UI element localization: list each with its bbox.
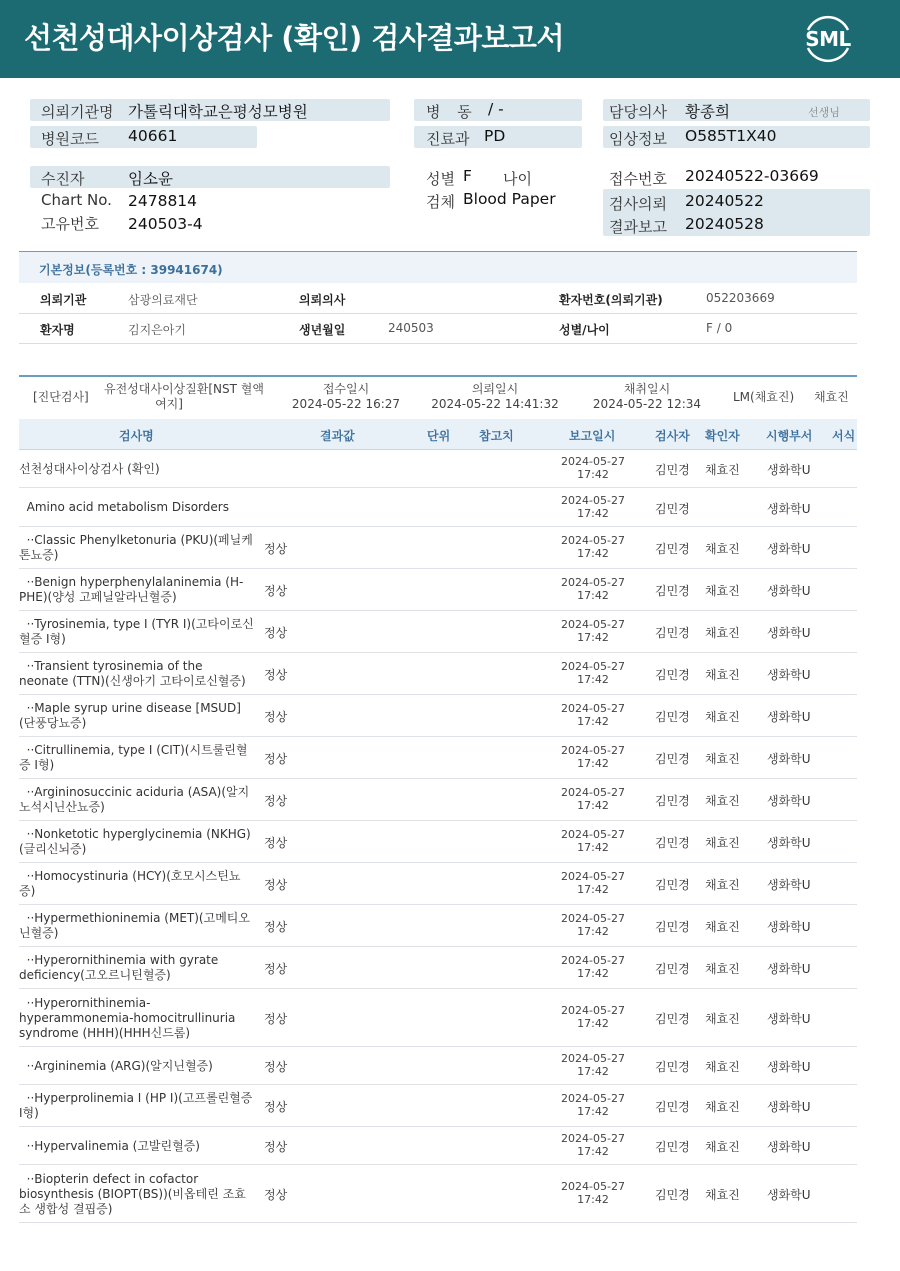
table-row	[19, 905, 857, 947]
report-date: 2024-05-27	[561, 1052, 625, 1065]
report-date: 2024-05-27	[561, 954, 625, 967]
test-name: ··Hyperprolinemia I (HP I)(고프롤린혈증 I형)	[19, 1091, 257, 1120]
basic-info-heading	[19, 251, 857, 283]
report-time: 17:42	[577, 1065, 609, 1078]
order-request	[425, 382, 565, 412]
report-time: 17:42	[577, 757, 609, 770]
doctor-label: 담당의사	[609, 103, 667, 121]
report-datetime	[549, 660, 637, 686]
basic-info-title: 기본정보(등록번호 : 39941674)	[39, 263, 223, 277]
order-collect-value: 2024-05-22 12:34	[592, 397, 702, 411]
hospital-code-label: 병원코드	[41, 130, 99, 148]
result-table-header	[19, 419, 857, 450]
age-label: 나이	[503, 170, 532, 188]
col-ref: 참고치	[479, 429, 514, 443]
tester: 김민경	[655, 836, 690, 850]
basic-org-value: 삼광의료재단	[128, 293, 198, 307]
report-date: 2024-05-27	[561, 493, 625, 507]
table-row	[19, 821, 857, 863]
test-name: Amino acid metabolism Disorders	[19, 500, 229, 514]
confirmer: 채효진	[705, 463, 740, 477]
table-row	[19, 450, 857, 488]
performing-dept: 생화학U	[767, 878, 811, 892]
sex-label: 성별	[426, 170, 455, 188]
basic-sexage-value: F / 0	[706, 321, 733, 335]
tester: 김민경	[655, 962, 690, 976]
report-value: 20240528	[685, 215, 764, 233]
confirmer: 채효진	[705, 878, 740, 892]
test-name: 선천성대사이상검사 (확인)	[19, 461, 160, 476]
report-label: 결과보고	[609, 218, 667, 236]
report-date: 2024-05-27	[561, 870, 625, 883]
test-result: 정상	[264, 668, 288, 682]
test-result: 정상	[264, 794, 288, 808]
test-result: 정상	[264, 542, 288, 556]
performing-dept: 생화학U	[767, 463, 811, 477]
report-time: 17:42	[577, 1145, 609, 1158]
report-date: 2024-05-27	[561, 828, 625, 841]
col-dept: 시행부서	[766, 429, 813, 443]
tester: 김민경	[655, 920, 690, 934]
result-table-body	[19, 450, 857, 1223]
requesting-org-value: 가톨릭대학교은평성모병원	[128, 103, 308, 121]
order-request-label: 의뢰일시	[471, 382, 519, 396]
order-request-value: 2024-05-22 14:41:32	[431, 397, 559, 411]
order-receipt-label: 접수일시	[322, 382, 370, 396]
report-time: 17:42	[577, 506, 609, 520]
performing-dept: 생화학U	[767, 752, 811, 766]
report-datetime	[549, 702, 637, 728]
confirmer: 채효진	[705, 920, 740, 934]
chart-label: Chart No.	[41, 191, 112, 209]
report-datetime	[549, 618, 637, 644]
test-result: 정상	[264, 1100, 288, 1114]
clinical-value: O585T1X40	[685, 127, 777, 145]
divider	[19, 343, 857, 344]
logo-text: SML	[805, 27, 851, 51]
test-result: 정상	[264, 1140, 288, 1154]
col-unit: 단위	[427, 429, 451, 443]
basic-org-label: 의뢰기관	[40, 293, 87, 307]
basic-patient-no-value: 052203669	[706, 291, 775, 305]
report-datetime	[549, 786, 637, 812]
test-name: ··Nonketotic hyperglycinemia (NKHG)(글리신뇌증)	[19, 827, 251, 856]
chart-value: 2478814	[128, 192, 198, 210]
order-disease-line2: 여지]	[155, 397, 183, 411]
tester: 김민경	[655, 668, 690, 682]
order-receipt-value: 2024-05-22 16:27	[291, 397, 401, 411]
test-result: 정상	[264, 878, 288, 892]
order-collect	[582, 382, 712, 412]
table-row	[19, 863, 857, 905]
confirmer: 채효진	[705, 668, 740, 682]
report-datetime	[549, 1052, 637, 1078]
report-date: 2024-05-27	[561, 618, 625, 631]
col-form: 서식	[832, 429, 856, 443]
report-date: 2024-05-27	[561, 744, 625, 757]
table-row	[19, 695, 857, 737]
test-name: ··Classic Phenylketonuria (PKU)(페닐케톤뇨증)	[19, 533, 253, 562]
report-time: 17:42	[577, 631, 609, 644]
ward-label: 병 동	[426, 103, 478, 121]
tester: 김민경	[655, 1100, 690, 1114]
table-row	[19, 779, 857, 821]
report-time: 17:42	[577, 589, 609, 602]
test-name: ··Citrullinemia, type I (CIT)(시트룰린혈증 I형)	[19, 743, 248, 772]
test-result: 정상	[264, 962, 288, 976]
order-collector: 채효진	[814, 390, 849, 404]
order-disease	[104, 382, 264, 412]
table-row	[19, 989, 857, 1047]
report-time: 17:42	[577, 841, 609, 854]
specimen-value: Blood Paper	[463, 190, 556, 208]
basic-patient-label: 환자명	[40, 323, 75, 337]
confirmer: 채효진	[705, 1140, 740, 1154]
test-name: ··Hyperornithinemia with gyrate deficiency(고오르니틴혈증)	[19, 953, 223, 982]
receipt-value: 20240522-03669	[685, 167, 819, 185]
report-date: 2024-05-27	[561, 1180, 625, 1193]
unique-label: 고유번호	[41, 215, 99, 233]
tester: 김민경	[655, 794, 690, 808]
test-name: ··Argininemia (ARG)(알지닌혈증)	[19, 1058, 213, 1073]
ward-value: / -	[488, 100, 504, 118]
confirmer: 채효진	[705, 836, 740, 850]
tester: 김민경	[655, 542, 690, 556]
report-datetime	[549, 534, 637, 560]
clinical-label: 임상정보	[609, 130, 667, 148]
col-confirmer: 확인자	[705, 429, 740, 443]
table-row	[19, 488, 857, 527]
report-datetime	[549, 870, 637, 896]
report-datetime	[549, 1092, 637, 1118]
report-datetime	[549, 455, 637, 481]
report-time: 17:42	[577, 715, 609, 728]
performing-dept: 생화학U	[767, 626, 811, 640]
report-date: 2024-05-27	[561, 786, 625, 799]
tester: 김민경	[655, 463, 690, 477]
test-result: 정상	[264, 1060, 288, 1074]
request-label: 검사의뢰	[609, 195, 667, 213]
report-date: 2024-05-27	[561, 702, 625, 715]
confirmer: 채효진	[705, 794, 740, 808]
performing-dept: 생화학U	[767, 1140, 811, 1154]
performing-dept: 생화학U	[767, 501, 811, 516]
confirmer: 채효진	[705, 1012, 740, 1026]
test-result: 정상	[264, 1188, 288, 1202]
sex-value: F	[463, 167, 472, 185]
performing-dept: 생화학U	[767, 836, 811, 850]
table-row	[19, 611, 857, 653]
report-date: 2024-05-27	[561, 1004, 625, 1017]
report-date: 2024-05-27	[561, 534, 625, 547]
test-result: 정상	[264, 920, 288, 934]
basic-birth-value: 240503	[388, 321, 434, 335]
report-date: 2024-05-27	[561, 660, 625, 673]
report-title: 선천성대사이상검사 (확인) 검사결과보고서	[24, 21, 564, 55]
test-name: ··Tyrosinemia, type I (TYR I)(고타이로신혈증 I형)	[19, 617, 254, 646]
order-receipt	[281, 382, 411, 412]
performing-dept: 생화학U	[767, 542, 811, 556]
test-name: ··Argininosuccinic aciduria (ASA)(알지노석시닌산뇨증)	[19, 785, 250, 814]
report-time: 17:42	[577, 925, 609, 938]
specimen-label: 검체	[426, 193, 455, 211]
confirmer: 채효진	[705, 752, 740, 766]
report-datetime	[549, 1132, 637, 1158]
confirmer: 채효진	[705, 1188, 740, 1202]
dept-label: 진료과	[426, 130, 470, 148]
report-datetime	[549, 1180, 637, 1206]
report-datetime	[549, 744, 637, 770]
tester: 김민경	[655, 584, 690, 598]
report-time: 17:42	[577, 967, 609, 980]
test-name: ··Homocystinuria (HCY)(호모시스틴뇨증)	[19, 869, 241, 898]
report-time: 17:42	[577, 883, 609, 896]
order-lm: LM(채효진)	[733, 390, 795, 404]
patient-value: 임소윤	[128, 170, 173, 188]
tester: 김민경	[655, 1012, 690, 1026]
order-category: [진단검사]	[33, 390, 89, 404]
report-time: 17:42	[577, 1105, 609, 1118]
performing-dept: 생화학U	[767, 1012, 811, 1026]
test-result: 정상	[264, 710, 288, 724]
table-row	[19, 653, 857, 695]
performing-dept: 생화학U	[767, 794, 811, 808]
report-datetime	[549, 828, 637, 854]
table-row	[19, 1085, 857, 1127]
test-result: 정상	[264, 1012, 288, 1026]
basic-sexage-label: 성별/나이	[559, 323, 610, 337]
tester: 김민경	[655, 626, 690, 640]
table-row	[19, 737, 857, 779]
tester: 김민경	[655, 710, 690, 724]
report-date: 2024-05-27	[561, 576, 625, 589]
performing-dept: 생화학U	[767, 668, 811, 682]
report-datetime	[549, 1004, 637, 1030]
confirmer: 채효진	[705, 626, 740, 640]
col-name: 검사명	[119, 429, 154, 443]
report-date: 2024-05-27	[561, 1132, 625, 1145]
basic-patient-no-label: 환자번호(의뢰기관)	[559, 293, 663, 307]
tester: 김민경	[655, 878, 690, 892]
test-name: ··Benign hyperphenylalaninemia (H-PHE)(양성 고페닐알라닌혈증)	[19, 575, 244, 604]
confirmer: 채효진	[705, 1100, 740, 1114]
confirmer: 채효진	[705, 710, 740, 724]
performing-dept: 생화학U	[767, 710, 811, 724]
order-collect-label: 채취일시	[623, 382, 671, 396]
confirmer: 채효진	[705, 962, 740, 976]
table-row	[19, 947, 857, 989]
test-name: ··Biopterin defect in cofactor biosynthesis (BIOPT(BS))(비옵테린 조효소 생합성 결핍증)	[19, 1171, 246, 1216]
tester: 김민경	[655, 1140, 690, 1154]
divider	[19, 313, 857, 314]
performing-dept: 생화학U	[767, 920, 811, 934]
test-result: 정상	[264, 626, 288, 640]
test-name: ··Hypervalinemia (고발린혈증)	[19, 1138, 200, 1153]
test-name: ··Maple syrup urine disease [MSUD](단풍당뇨증)	[19, 701, 241, 730]
requesting-org-label: 의뢰기관명	[41, 103, 114, 121]
table-row	[19, 1165, 857, 1223]
report-date: 2024-05-27	[561, 455, 625, 468]
performing-dept: 생화학U	[767, 584, 811, 598]
test-result: 정상	[264, 836, 288, 850]
request-value: 20240522	[685, 192, 764, 210]
table-row	[19, 569, 857, 611]
confirmer: 채효진	[705, 542, 740, 556]
performing-dept: 생화학U	[767, 962, 811, 976]
test-name: ··Hypermethioninemia (MET)(고메티오닌혈증)	[19, 911, 250, 940]
tester: 김민경	[655, 1060, 690, 1074]
report-time: 17:42	[577, 468, 609, 481]
doctor-value: 황종희	[685, 103, 730, 121]
tester: 김민경	[655, 1188, 690, 1202]
receipt-label: 접수번호	[609, 170, 667, 188]
performing-dept: 생화학U	[767, 1060, 811, 1074]
report-date: 2024-05-27	[561, 912, 625, 925]
order-disease-line1: 유전성대사이상질환[NST 혈액	[104, 382, 264, 396]
unique-value: 240503-4	[128, 215, 203, 233]
dept-value: PD	[484, 127, 506, 145]
patient-label: 수진자	[41, 170, 85, 188]
report-datetime	[549, 494, 637, 520]
test-result: 정상	[264, 752, 288, 766]
report-datetime	[549, 954, 637, 980]
col-tester: 검사자	[655, 429, 690, 443]
report-header	[0, 0, 900, 78]
test-name: ··Transient tyrosinemia of the neonate (TTN)(신생아기 고타이로신혈증)	[19, 659, 246, 688]
report-datetime	[549, 576, 637, 602]
report-time: 17:42	[577, 1193, 609, 1206]
report-time: 17:42	[577, 547, 609, 560]
report-time: 17:42	[577, 673, 609, 686]
basic-doctor-label: 의뢰의사	[299, 293, 346, 307]
col-result: 결과값	[320, 429, 355, 443]
test-name: ··Hyperornithinemia-hyperammonemia-homocitrullinuria syndrome (HHH)(HHH신드롬)	[19, 995, 240, 1040]
test-result: 정상	[264, 584, 288, 598]
tester: 김민경	[655, 501, 690, 516]
table-row	[19, 1047, 857, 1085]
table-row	[19, 1127, 857, 1165]
col-report-date: 보고일시	[569, 429, 616, 443]
order-summary	[19, 375, 857, 419]
confirmer: 채효진	[705, 584, 740, 598]
report-datetime	[549, 912, 637, 938]
hospital-code-value: 40661	[128, 127, 178, 145]
tester: 김민경	[655, 752, 690, 766]
table-row	[19, 527, 857, 569]
performing-dept: 생화학U	[767, 1188, 811, 1202]
basic-birth-label: 생년월일	[299, 323, 346, 337]
report-time: 17:42	[577, 1017, 609, 1030]
sml-logo	[800, 12, 856, 66]
basic-patient-value: 김지은아기	[128, 323, 186, 337]
report-time: 17:42	[577, 799, 609, 812]
report-date: 2024-05-27	[561, 1092, 625, 1105]
performing-dept: 생화학U	[767, 1100, 811, 1114]
confirmer: 채효진	[705, 1060, 740, 1074]
doctor-suffix: 선생님	[808, 106, 840, 119]
